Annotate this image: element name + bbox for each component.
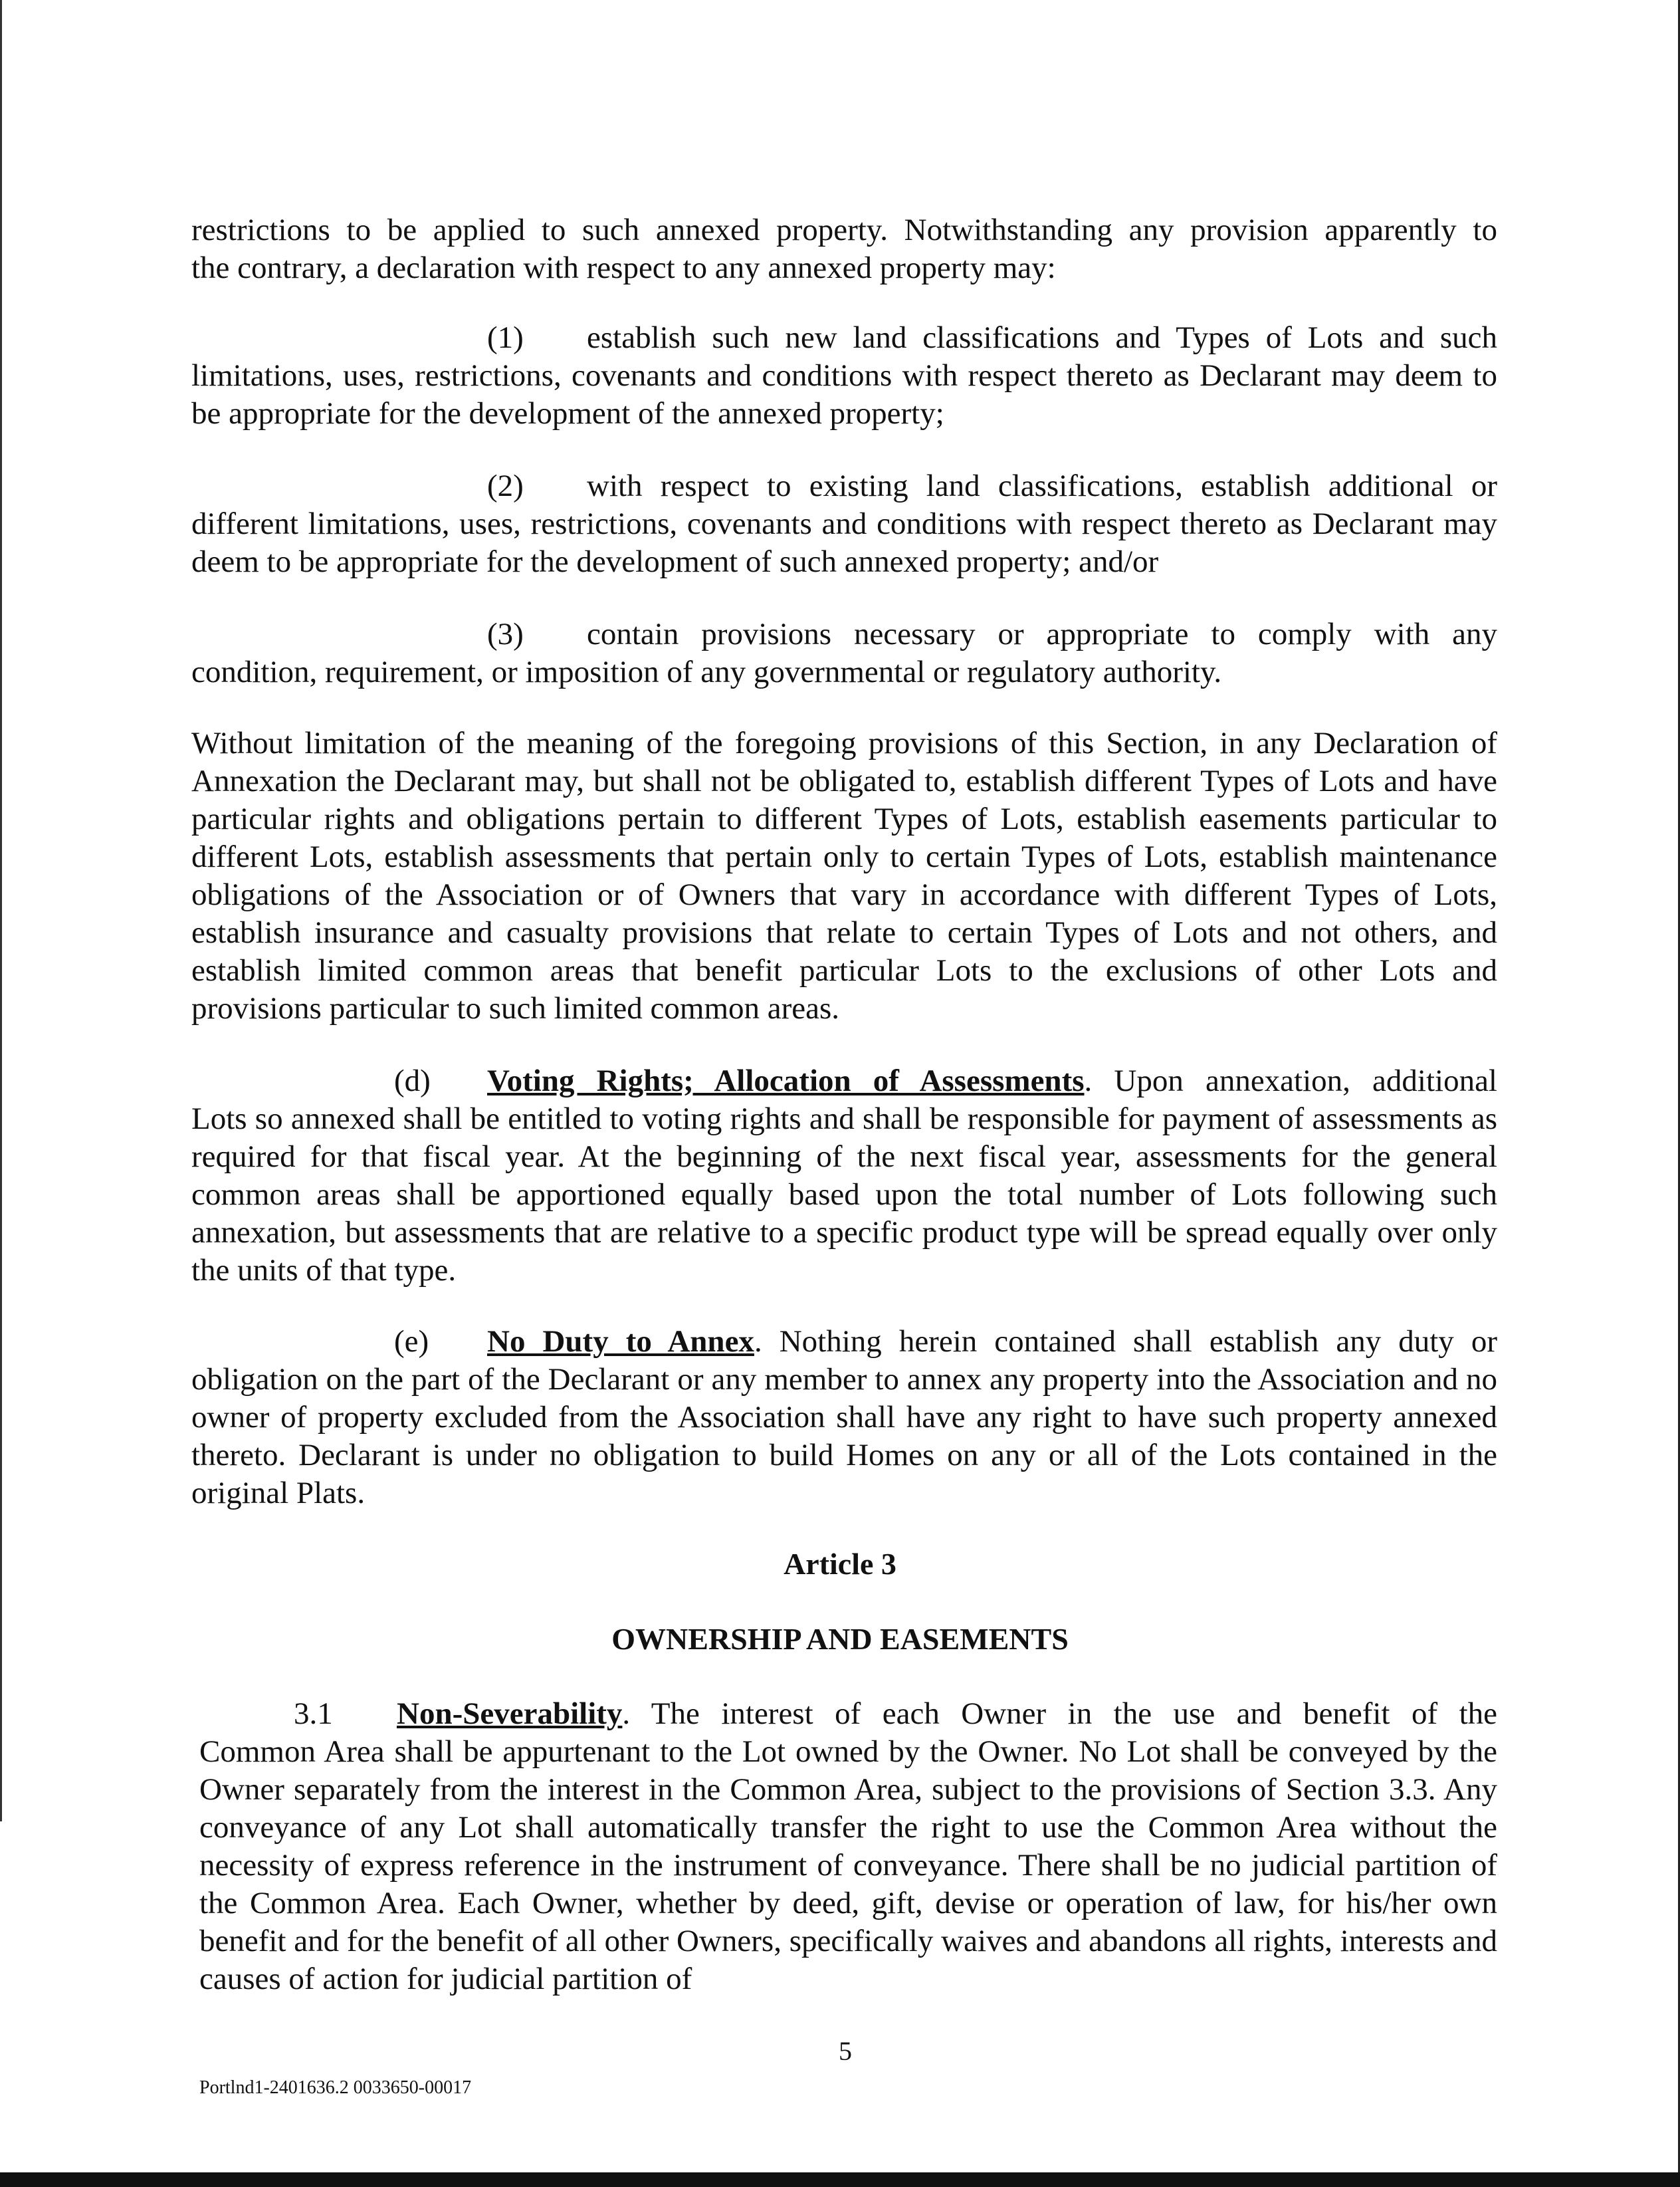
list-item-text: different limitations, uses, restrictions, covenants and conditions with respect thereto as Declarant may deem to be appropriate for the development of such annexed property; and/or <box>191 507 1497 579</box>
section-3-1-title: Non-Severability <box>397 1696 623 1731</box>
scan-edge-bottom <box>0 2172 1680 2187</box>
intro-line-1: restrictions to be applied to such annexed property. Notwithstanding any provision apparently to <box>191 213 1497 247</box>
section-d-text: Lots so annexed shall be entitled to voting rights and shall be responsible for payment of assessments as required for that fiscal year. At the beginning of the next fiscal year, assessments for the general common areas shall be apportioned equally based upon the total number of Lots following such annexation, but assessments that are relative to a specific product type will be spread equally over only the units of that type. <box>191 1101 1497 1288</box>
list-item-2 <box>191 467 1497 581</box>
intro-paragraph <box>191 211 1497 287</box>
list-item-first-line: with respect to existing land classifications, establish additional or <box>587 469 1497 503</box>
section-3-1-number: 3.1 <box>294 1696 333 1731</box>
section-e-title: No Duty to Annex <box>487 1324 754 1359</box>
list-item-3 <box>191 616 1497 691</box>
section-e-letter: (e) <box>394 1324 429 1359</box>
section-d-title: Voting Rights; Allocation of Assessments <box>487 1064 1085 1098</box>
list-item-first-line: establish such new land classifications and Types of Lots and such <box>587 320 1497 355</box>
section-d-first-line: . Upon annexation, additional <box>1084 1064 1497 1098</box>
annexation-paragraph: Without limitation of the meaning of the foregoing provisions of this Section, in any Declaration of Annexation the Declarant may, but shall not be obligated to, establish different Types of Lots and have particular rights and obligations pertain to different Types of Lots, establish easements particular to different Lots, establish assessments that pertain only to certain Types of Lots, establish maintenance obligations of the Association or of Owners that vary in accordance with different Types of Lots, establish insurance and casualty provisions that relate to certain Types of Lots and not others, and establish limited common areas that benefit particular Lots to the exclusions of other Lots and provisions particular to such limited common areas. <box>191 726 1497 1026</box>
section-e-text: obligation on the part of the Declarant or any member to annex any property into the Association and no owner of property excluded from the Association shall have any right to have such property annexed thereto. Declarant is under no obligation to build Homes on any or all of the Lots contained in the original Plats. <box>191 1362 1497 1510</box>
list-item-text: limitations, uses, restrictions, covenants and conditions with respect thereto as Declarant may deem to be appropriate for the development of the annexed property; <box>191 358 1497 431</box>
section-3-1 <box>199 1695 1497 1998</box>
intro-line-2: the contrary, a declaration with respect to any annexed property may: <box>191 251 1056 285</box>
list-item-1 <box>191 319 1497 433</box>
section-e <box>191 1323 1497 1512</box>
section-d-letter: (d) <box>394 1064 431 1098</box>
section-e-first-line: . Nothing herein contained shall establish any duty or <box>754 1324 1497 1359</box>
list-item-text: condition, requirement, or imposition of any governmental or regulatory authority. <box>191 655 1222 689</box>
article-title: OWNERSHIP AND EASEMENTS <box>611 1622 1069 1656</box>
list-item-number: (3) <box>487 617 524 651</box>
document-footer-id: Portlnd1-2401636.2 0033650-00017 <box>199 2077 472 2098</box>
page-number: 5 <box>839 2036 852 2066</box>
section-3-1-text: Common Area shall be appurtenant to the Lot owned by the Owner. No Lot shall be conveyed by the Owner separately from the interest in the Common Area, subject to the provisions of Section 3.3. Any conveyance of any Lot shall automatically transfer the right to use the Common Area without the necessity of express reference in the instrument of conveyance. There shall be no judicial partition of the Common Area. Each Owner, whether by deed, gift, devise or operation of law, for his/her own benefit and for the benefit of all other Owners, specifically waives and abandons all rights, interests and causes of action for judicial partition of <box>199 1734 1497 1996</box>
article-heading: Article 3 <box>784 1547 896 1581</box>
list-item-number: (1) <box>487 320 524 355</box>
list-item-number: (2) <box>487 469 524 503</box>
list-item-first-line: contain provisions necessary or appropriate to comply with any <box>587 617 1497 651</box>
section-3-1-first-line: . The interest of each Owner in the use and benefit of the <box>622 1696 1497 1731</box>
section-d <box>191 1062 1497 1290</box>
